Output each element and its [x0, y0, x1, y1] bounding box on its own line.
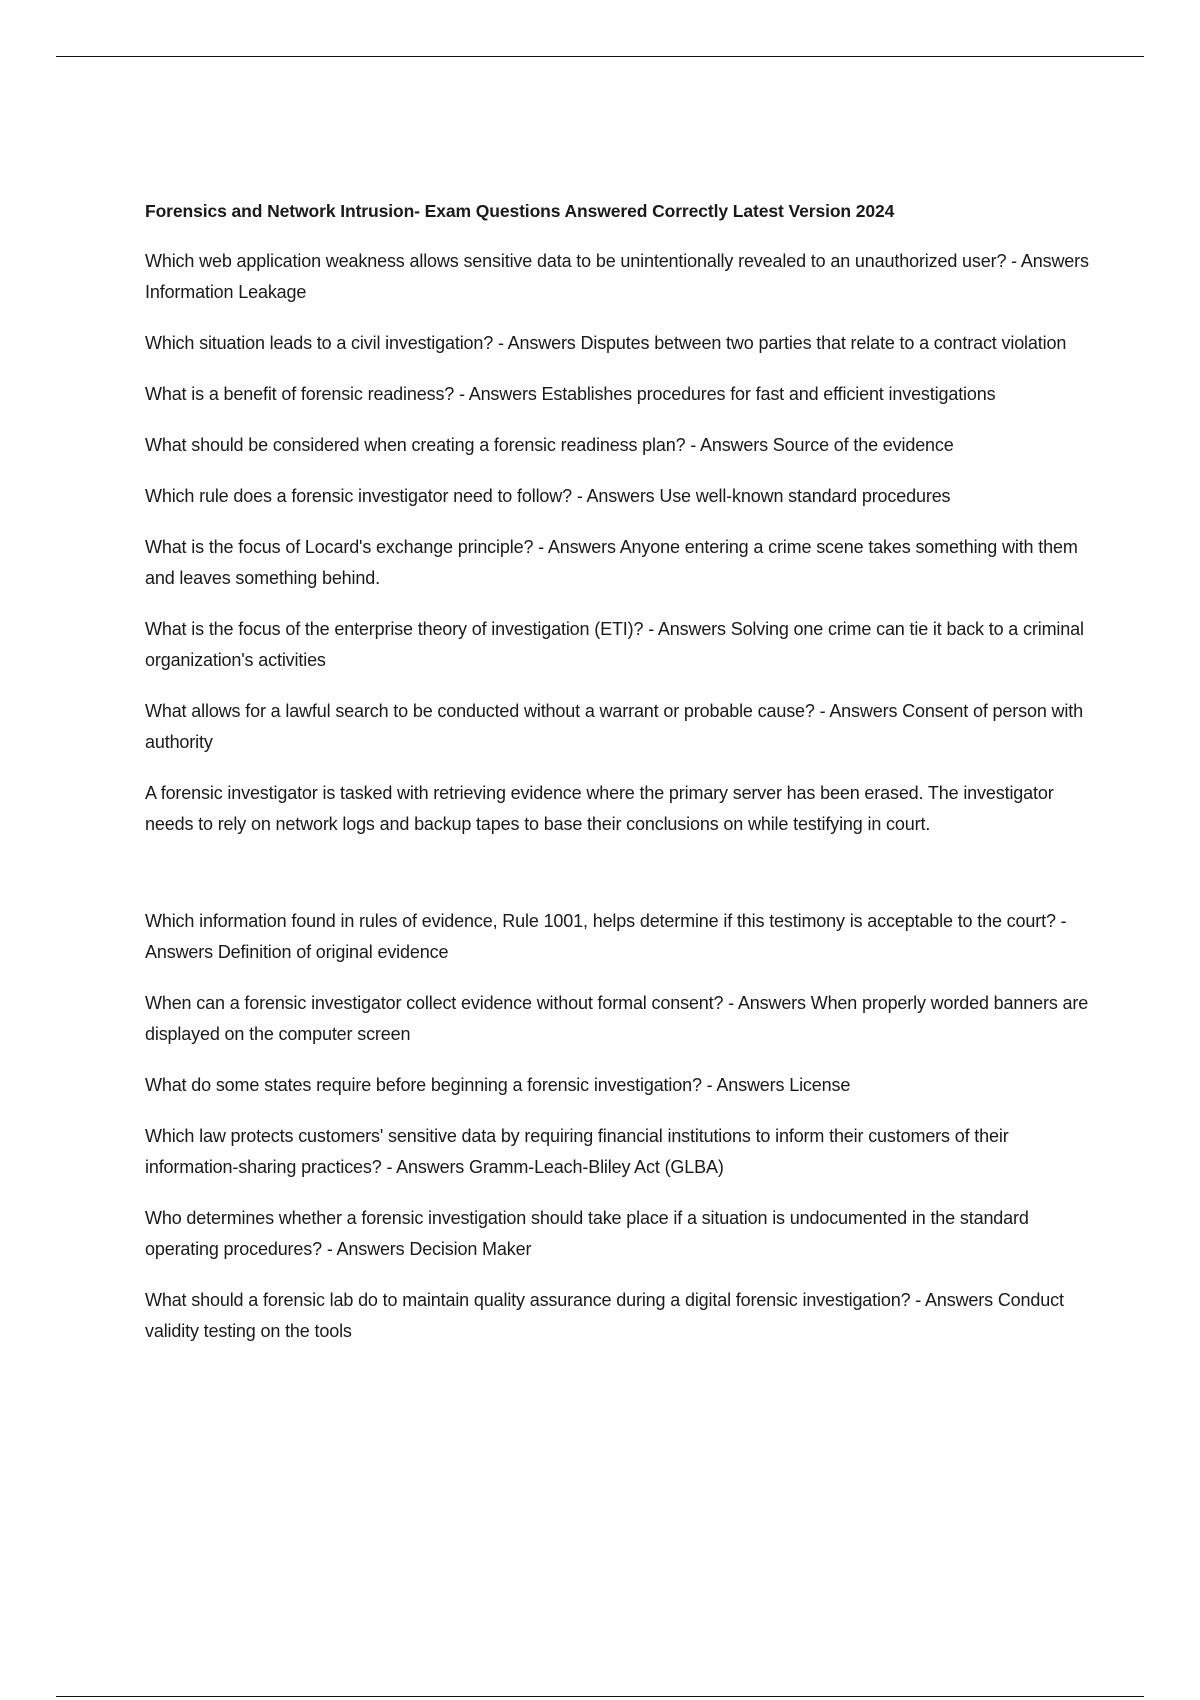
qa-paragraph: What should be considered when creating a forensic readiness plan? - Answers Source of the evidence: [145, 435, 954, 455]
document-title: Forensics and Network Intrusion- Exam Questions Answered Correctly Latest Version 2024: [145, 201, 895, 221]
header-rule: [56, 56, 1144, 57]
qa-paragraph: What is a benefit of forensic readiness? - Answers Establishes procedures for fast and efficient investigations: [145, 384, 996, 404]
qa-paragraph: Which law protects customers' sensitive data by requiring financial institutions to inform their customers of their information-sharing practices? - Answers Gramm-Leach-Bliley Act (GLBA): [145, 1126, 1009, 1177]
qa-paragraph: What is the focus of the enterprise theory of investigation (ETI)? - Answers Solving one crime can tie it back to a criminal organization's activities: [145, 619, 1084, 670]
qa-paragraph: What should a forensic lab do to maintain quality assurance during a digital forensic investigation? - Answers Conduct validity testing on the tools: [145, 1290, 1064, 1341]
document-body: [145, 199, 1095, 1367]
qa-paragraph: When can a forensic investigator collect evidence without formal consent? - Answers When properly worded banners are displayed on the computer screen: [145, 993, 1089, 1044]
qa-paragraph: What is the focus of Locard's exchange principle? - Answers Anyone entering a crime scene takes something with them and leaves something behind.: [145, 537, 1078, 588]
qa-paragraph: Which rule does a forensic investigator need to follow? - Answers Use well-known standard procedures: [145, 486, 951, 506]
qa-list: [145, 246, 1095, 1347]
qa-paragraph: Which situation leads to a civil investigation? - Answers Disputes between two parties that relate to a contract violation: [145, 333, 1067, 353]
footer-rule: [56, 1696, 1144, 1697]
scenario-paragraph: A forensic investigator is tasked with retrieving evidence where the primary server has been erased. The investigator needs to rely on network logs and backup tapes to base their conclusions on while testifying in court.: [145, 783, 1054, 834]
qa-paragraph: What allows for a lawful search to be conducted without a warrant or probable cause? - Answers Consent of person with authority: [145, 701, 1083, 752]
qa-paragraph: Which information found in rules of evidence, Rule 1001, helps determine if this testimony is acceptable to the court? - Answers Definition of original evidence: [145, 911, 1067, 962]
qa-paragraph: What do some states require before beginning a forensic investigation? - Answers License: [145, 1075, 851, 1095]
qa-paragraph: Which web application weakness allows sensitive data to be unintentionally revealed to an unauthorized user? - Answers Information Leakage: [145, 251, 1089, 302]
qa-paragraph: Who determines whether a forensic investigation should take place if a situation is undocumented in the standard operating procedures? - Answers Decision Maker: [145, 1208, 1029, 1259]
